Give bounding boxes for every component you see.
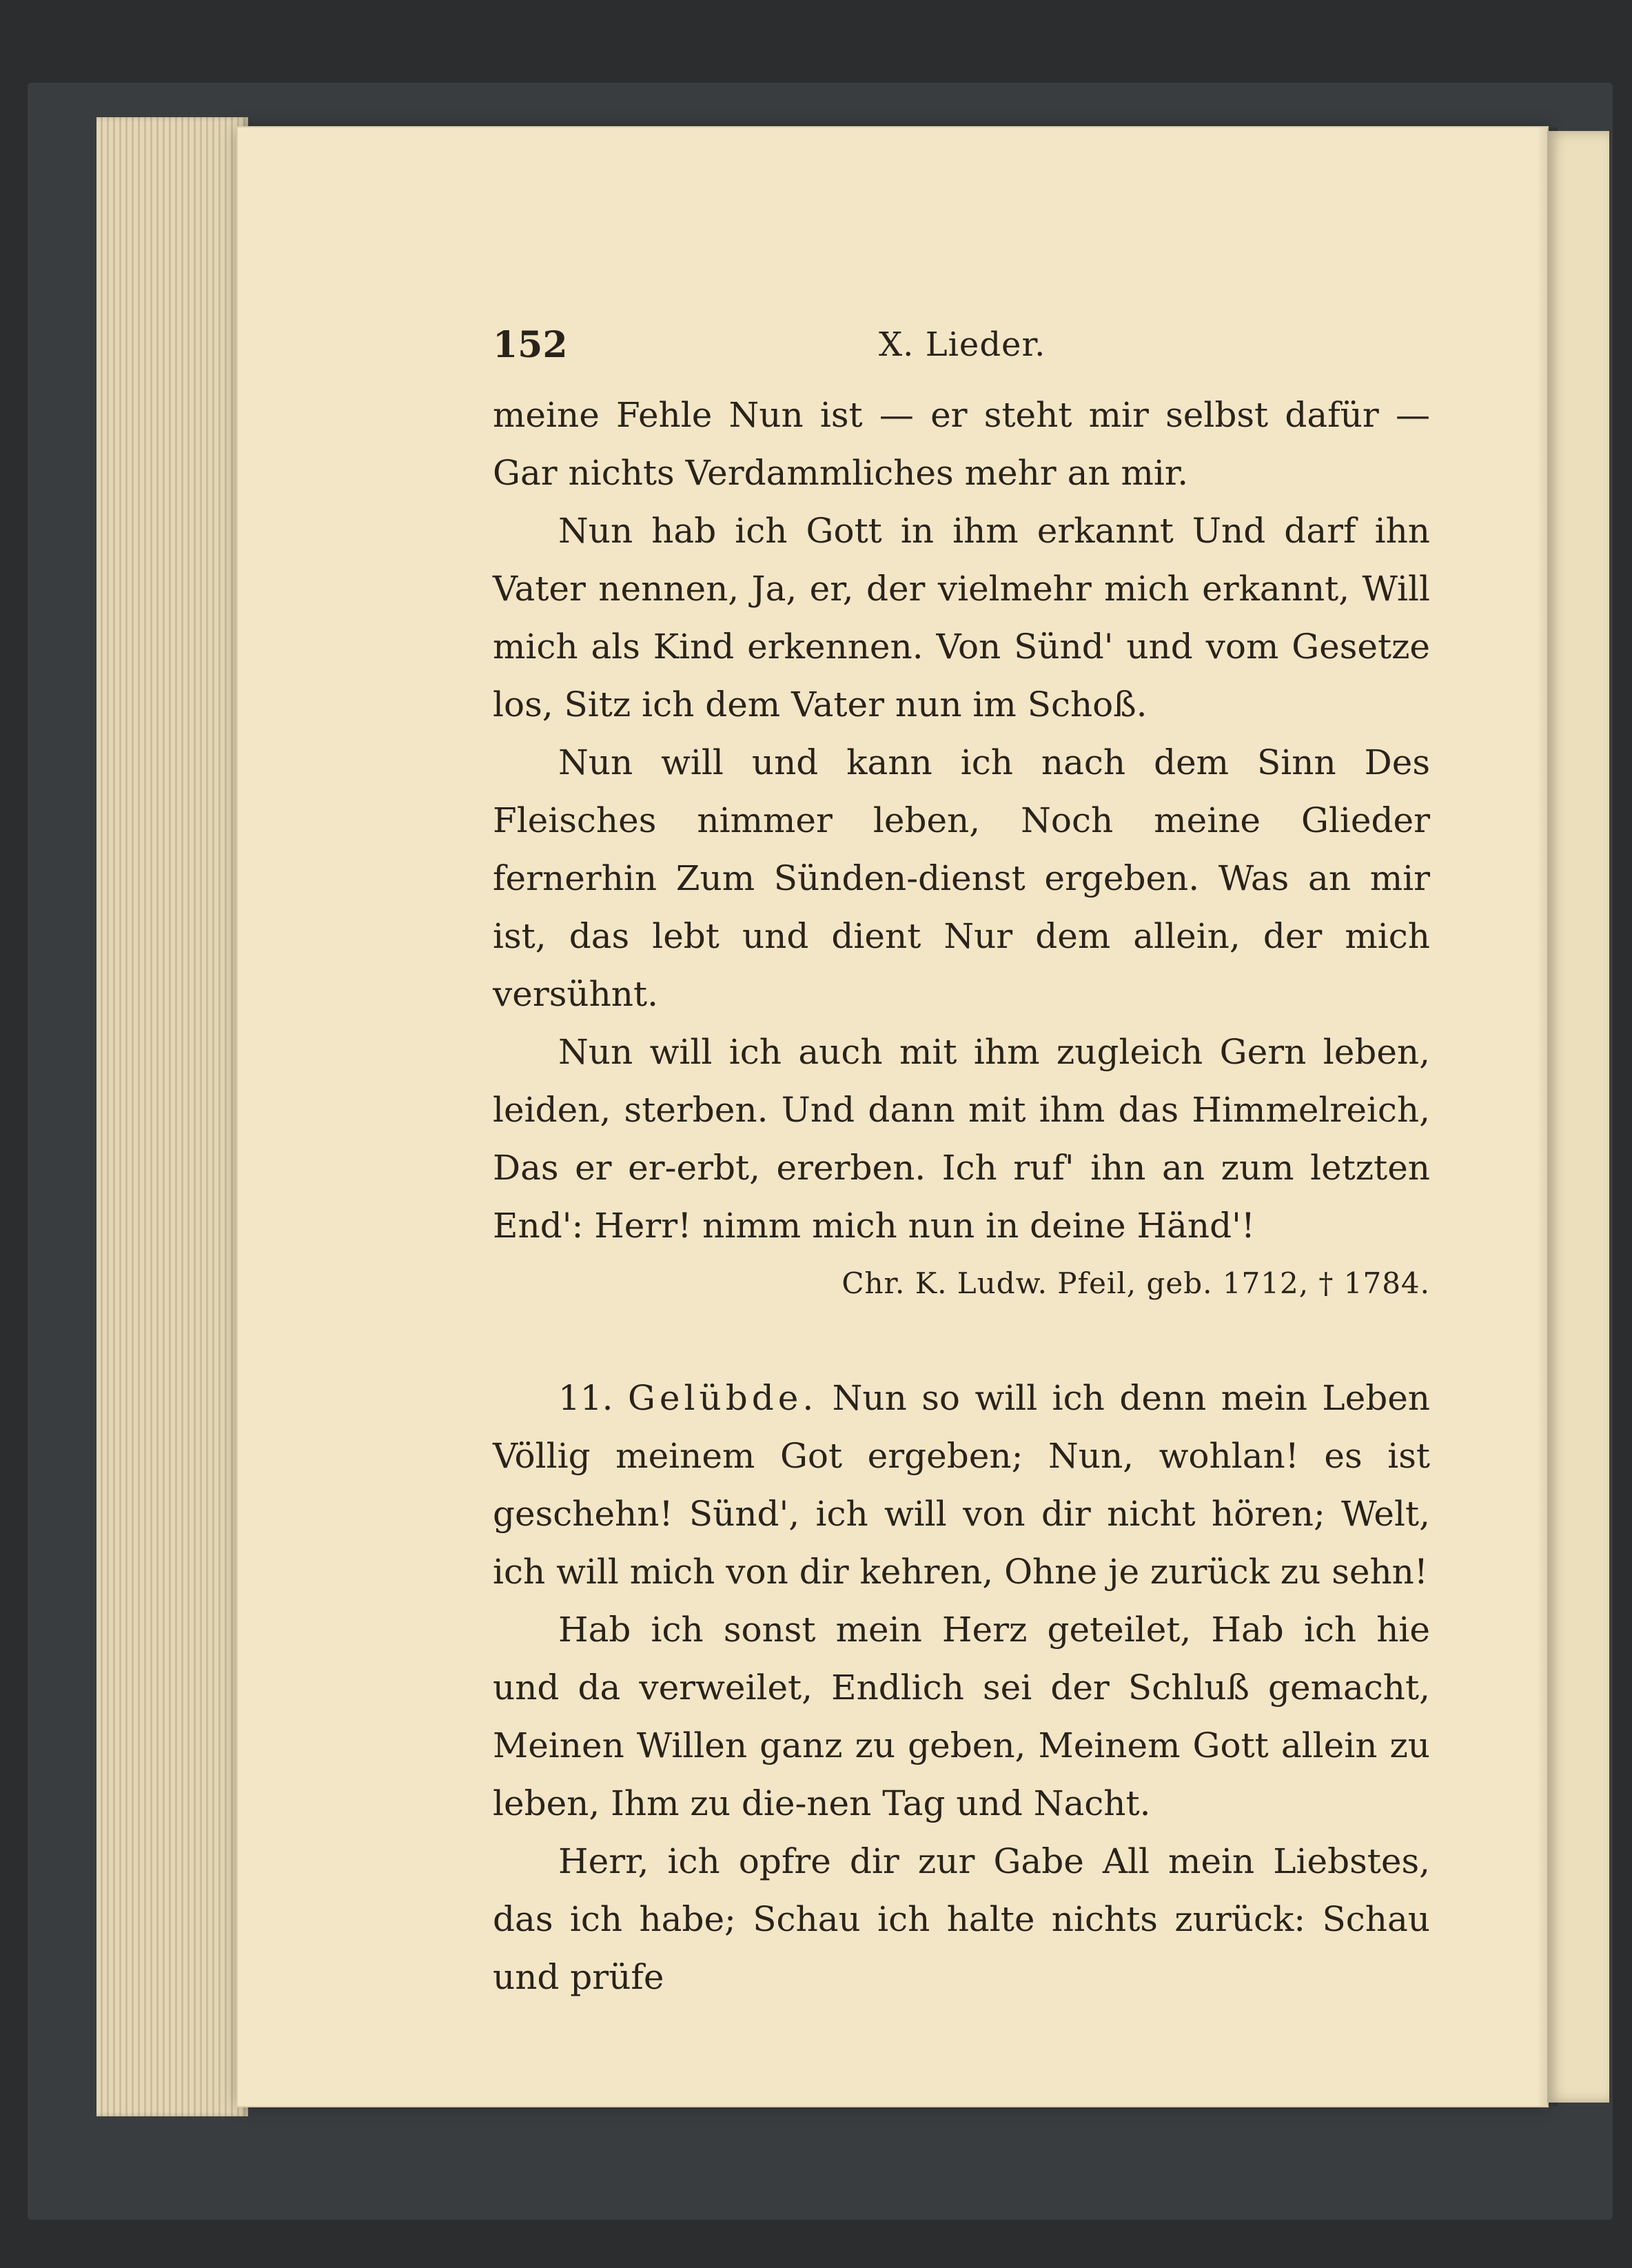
page-stack-edges bbox=[96, 117, 248, 2116]
section-gap bbox=[493, 1313, 1430, 1369]
page-header bbox=[493, 324, 1430, 386]
poem1-paragraph: Nun will ich auch mit ihm zugleich Gern leben, leiden, sterben. Und dann mit ihm das Himmelreich, Das er er-erbt, ererben. Ich ruf' ihn an zum letzten End': Herr! nimm mich nun in deine Händ'! bbox=[493, 1032, 1430, 1246]
poem2-first-paragraph bbox=[493, 1369, 1430, 1601]
poem2-first-text: Nun so will ich denn mein Leben Völlig meinem Got ergeben; Nun, wohlan! es ist geschehn! Sünd', ich will von dir nicht hören; Welt, ich will mich von dir kehren, Ohne je zurück zu sehn! bbox=[493, 1378, 1430, 1592]
facing-page-edge bbox=[1547, 131, 1609, 2103]
poem1-paragraph: meine Fehle Nun ist — er steht mir selbst dafür — Gar nichts Verdammliches mehr an mir. bbox=[493, 395, 1430, 493]
poem1-paragraph: Nun will und kann ich nach dem Sinn Des Fleisches nimmer leben, Noch meine Glieder fernerhin Zum Sünden-dienst ergeben. Was an mir ist, das lebt und dient Nur dem allein, der mich versühnt. bbox=[493, 742, 1430, 1014]
page-number: 152 bbox=[493, 324, 568, 366]
poem1-attribution: Chr. K. Ludw. Pfeil, geb. 1712, † 1784. bbox=[842, 1266, 1430, 1300]
poem1-paragraph: Nun hab ich Gott in ihm erkannt Und darf ihn Vater nennen, Ja, er, der vielmehr mich erkannt, Will mich als Kind erkennen. Von Sünd' und vom Gesetze los, Sitz ich dem Vater nun im Schoß. bbox=[493, 511, 1430, 725]
poem2-paragraph: Herr, ich opfre dir zur Gabe All mein Liebstes, das ich habe; Schau ich halte nichts zurück: Schau und prüfe bbox=[493, 1841, 1430, 1997]
poem2-number: 11. bbox=[558, 1378, 613, 1418]
poem2-paragraph: Hab ich sonst mein Herz geteilet, Hab ich hie und da verweilet, Endlich sei der Schluß gemacht, Meinen Willen ganz zu geben, Meinem Gott allein zu leben, Ihm zu die-nen Tag und Nacht. bbox=[493, 1610, 1430, 1823]
poem2-title: Gelübde. bbox=[627, 1378, 818, 1418]
page-content bbox=[493, 324, 1430, 2006]
running-head: X. Lieder. bbox=[879, 325, 1046, 364]
